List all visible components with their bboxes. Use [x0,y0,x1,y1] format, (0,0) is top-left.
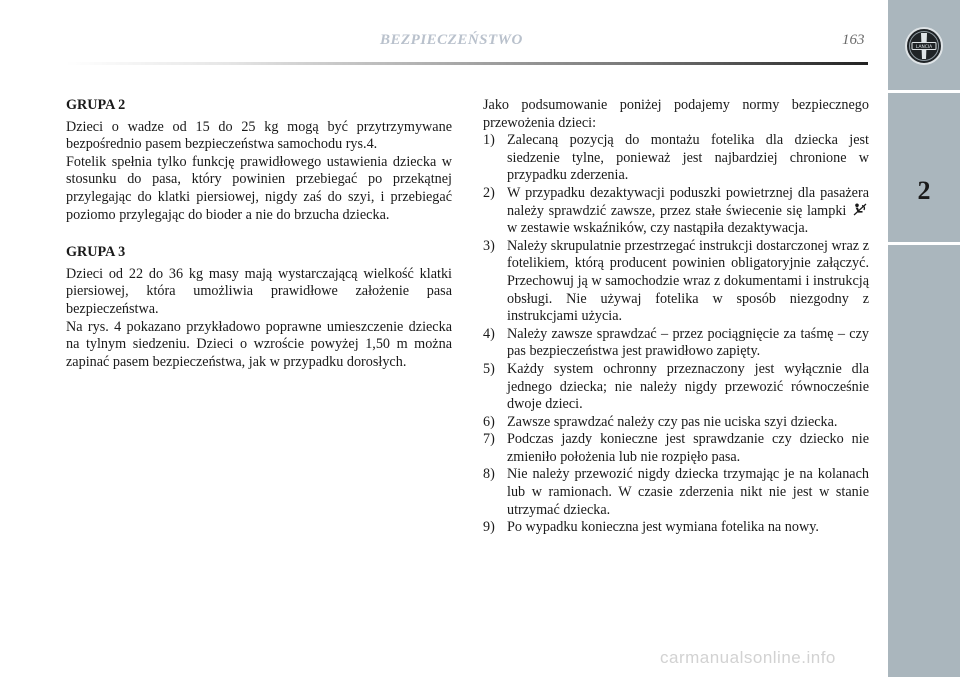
list-item: 4) Należy zawsze sprawdzać – przez pociągnięcie za taśmę – czy pas bezpieczeństwa jest prawidłowo zapięty. [483,325,869,360]
list-item: 6) Zawsze sprawdzać należy czy pas nie uciska szyi dziecka. [483,413,838,430]
safety-rules-list [483,132,869,537]
watermark: carmanualsonline.info [660,648,836,667]
right-column [483,97,869,537]
body-paragraph: Na rys. 4 pokazano przykładowo poprawne umieszczenie dziecka na tylnym siedzeniu. Dzieci o wzroście powyżej 1,50 m można zapinać pasem bezpieczeństwa, jak w przypadku dorosłych. [66,318,452,370]
sidebar-divider [888,90,960,93]
body-paragraph: Dzieci od 22 do 36 kg masy mają wystarczającą wielkość klatki piersiowej, która umożliwia prawidłowe założenie pasa bezpieczeństwa. [66,265,452,317]
body-paragraph: Fotelik spełnia tylko funkcję prawidłowego ustawienia dziecka w stosunku do pasa, który powinien przebiegać po przekątnej przylegając do klatki piersiowej, nigdy zaś do szyi, i przebiegać poziomo przylegając do bioder a nie do brzucha dziecka. [66,153,452,223]
logo-text: LANCIA [915,45,933,50]
section-heading: GRUPA 3 [66,244,126,261]
list-item: 1) Zalecaną pozycją do montażu fotelika dla dziecka jest siedzenie tylne, ponieważ jest najbardziej chronione w przypadku zderzenia. [483,132,869,184]
page-header-title: BEZPIECZEŃSTWO [380,32,523,48]
airbag-off-icon [853,203,867,216]
list-item: 8) Nie należy przewozić nigdy dziecka trzymając je na kolanach lub w ramionach. W czasie zderzenia nikt nie jest w stanie utrzymać dziecka. [483,466,869,518]
list-item: 2) W przypadku dezaktywacji poduszki powietrznej dla pasażera należy sprawdzić zawsze, przez stałe świecenie się lampki w zestawie wskaźników, czy nastąpiła dezaktywacja. [483,184,869,237]
section-heading: GRUPA 2 [66,97,126,113]
sidebar-divider [888,242,960,245]
summary-intro: Jako podsumowanie poniżej podajemy normy bezpiecznego przewożenia dzieci: [483,97,869,131]
list-item: 9) Po wypadku konieczna jest wymiana fotelika na nowy. [483,519,819,536]
body-paragraph: Dzieci o wadze od 15 do 25 kg mogą być przytrzymywane bezpośrednio pasem bezpieczeństwa samochodu rys.4. [66,118,452,153]
page-number: 163 [842,32,865,48]
header-divider [66,62,868,65]
list-item: 7) Podczas jazdy konieczne jest sprawdzanie czy dziecko nie zmieniło położenia lub nie rozpięło pasa. [483,431,869,465]
chapter-sidebar [888,0,960,677]
lancia-shield-logo [904,26,944,66]
list-item: 3) Należy skrupulatnie przestrzegać instrukcji dostarczonej wraz z fotelikiem, którą producent powinien obligatoryjnie załączyć. Przechowuj ją w samochodzie wraz z dokumentami i instrukcją obsługi. Nie używaj fotelika w sposób niezgodny z instrukcjami użycia. [483,237,869,325]
left-column [66,97,452,371]
chapter-number: 2 [917,176,931,205]
list-item: 5) Każdy system ochronny przeznaczony jest wyłącznie dla jednego dziecka; nie należy nigdy przewozić równocześnie dwoje dzieci. [483,360,869,413]
